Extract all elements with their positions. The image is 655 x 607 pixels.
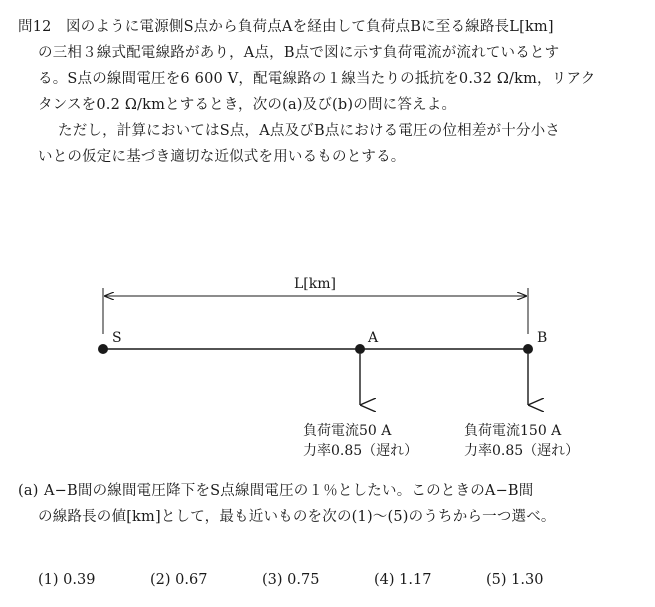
question-a-label: (a) <box>18 483 39 499</box>
question-a <box>18 478 618 530</box>
problem-line-5: ただし，計算においてはS点，A点及びB点における電圧の位相差が十分小さ <box>58 123 561 139</box>
problem-line-4: タンスを0.2 Ω/kmとするとき，次の(a)及び(b)の問に答えよ。 <box>38 97 457 113</box>
choice-4[interactable]: (4) 1.17 <box>374 572 432 588</box>
length-label: L[km] <box>294 276 336 292</box>
node-s <box>98 344 108 354</box>
choice-3[interactable]: (3) 0.75 <box>262 572 320 588</box>
node-a <box>355 344 365 354</box>
problem-line-2: の三相３線式配電線路があり，A点，B点で図に示す負荷電流が流れているとす <box>38 45 560 61</box>
choice-2[interactable]: (2) 0.67 <box>150 572 208 588</box>
node-s-label: S <box>112 330 122 346</box>
question-a-line-1: (a) A−B間の線間電圧降下をS点線間電圧の１％としたい。このときのA−B間 <box>18 478 618 504</box>
problem-number: 問12 <box>18 19 52 35</box>
choice-1[interactable]: (1) 0.39 <box>38 572 96 588</box>
load-a-power-factor: 力率0.85（遅れ） <box>303 443 419 459</box>
choice-5[interactable]: (5) 1.30 <box>486 572 544 588</box>
question-a-line-2: の線路長の値[km]として，最も近いものを次の(1)〜(5)のうちから一つ選べ。 <box>38 509 556 525</box>
problem-line-3: る。S点の線間電圧を6 600 V，配電線路の１線当たりの抵抗を0.32 Ω/km，リアク <box>38 71 596 87</box>
problem-line-6: いとの仮定に基づき適切な近似式を用いるものとする。 <box>38 149 406 165</box>
load-a-current: 負荷電流50 A <box>303 423 392 439</box>
problem-statement <box>18 14 618 170</box>
node-b-label: B <box>537 330 548 346</box>
load-b-power-factor: 力率0.85（遅れ） <box>464 443 580 459</box>
line-diagram <box>0 262 655 472</box>
load-b-current: 負荷電流150 A <box>464 423 562 439</box>
node-a-label: A <box>368 330 379 346</box>
problem-line-1: 問12 図のように電源側S点から負荷点Aを経由して負荷点Bに至る線路長L[km] <box>18 14 618 40</box>
node-b <box>523 344 533 354</box>
